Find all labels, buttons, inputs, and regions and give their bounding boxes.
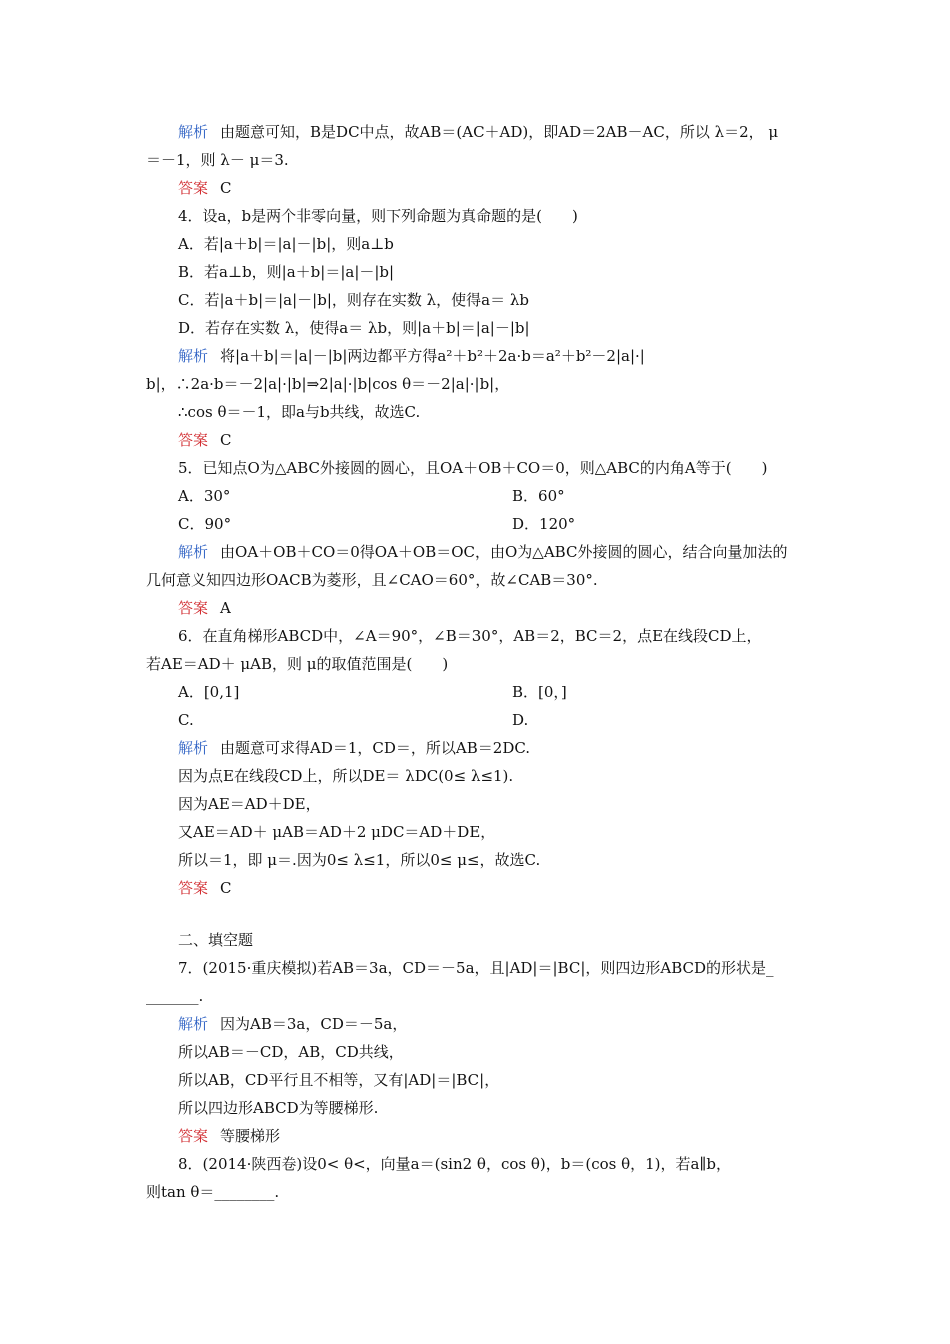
jiexi-label: 解析: [178, 543, 209, 561]
question-4-option-c: [178, 290, 529, 310]
question-4-option-b: [178, 262, 394, 282]
line-text: 8．(2014·陕西卷)设0< θ<，向量a＝(sin2 θ，cos θ)，b＝(cos θ，1)，若a∥b，: [178, 1155, 731, 1173]
answer-line: [178, 178, 232, 198]
explanation-line: [178, 850, 540, 870]
question-7-stem: [178, 958, 774, 978]
jiexi-label: 解析: [178, 1015, 209, 1033]
explanation-line: [178, 1014, 407, 1034]
line-text: A．30°: [178, 487, 231, 505]
line-text: 若AE＝AD＋ μAB，则 μ的取值范围是( ): [146, 655, 449, 673]
question-6-stem: [178, 626, 762, 646]
question-6-option-c: [178, 710, 194, 730]
answer-value: 等腰梯形: [220, 1127, 281, 1145]
line-text: C．若|a＋b|＝|a|－|b|，则存在实数 λ，使得a＝ λb: [178, 291, 529, 309]
explanation-line: [178, 766, 513, 786]
line-text: 所以＝1，即 μ＝.因为0≤ λ≤1，所以0≤ μ≤，故选C.: [178, 851, 541, 869]
question-6-stem-cont: [146, 654, 448, 674]
line-text: b|，∴2a·b＝－2|a|·|b|⇒2|a|·|b|cos θ＝－2|a|·|b|，: [146, 375, 510, 393]
question-8-stem-cont: [146, 1182, 279, 1202]
answer-value: C: [220, 431, 232, 449]
line-text: C.: [178, 711, 194, 729]
daan-label: 答案: [178, 179, 209, 197]
explanation-line: [178, 794, 321, 814]
jiexi-label: 解析: [178, 123, 209, 141]
answer-line: [178, 430, 232, 450]
answer-value: C: [220, 179, 232, 197]
line-text: 将|a＋b|＝|a|－|b|两边都平方得a²＋b²＋2a·b＝a²＋b²－2|a|·|: [220, 347, 645, 365]
explanation-line: [178, 542, 787, 562]
question-6-option-b: [512, 682, 567, 702]
explanation-line: [178, 822, 495, 842]
line-text: B．60°: [512, 487, 565, 505]
explanation-line: [178, 1070, 499, 1090]
line-text: 则tan θ＝________.: [146, 1183, 280, 1201]
line-text: 因为点E在线段CD上，所以DE＝ λDC(0≤ λ≤1).: [178, 767, 514, 785]
line-text: 二、填空题: [178, 931, 254, 949]
line-text: ∴cos θ＝－1，即a与b共线，故选C.: [178, 403, 421, 421]
question-6-option-a: [178, 682, 239, 702]
answer-line: [178, 878, 232, 898]
question-4-stem: [178, 206, 578, 226]
question-5-option-d: [512, 514, 575, 534]
explanation-line: [146, 570, 598, 590]
daan-label: 答案: [178, 879, 209, 897]
line-text: 7．(2015·重庆模拟)若AB＝3a，CD＝－5a，且|AD|＝|BC|，则四边形ABCD的形状是_: [178, 959, 774, 977]
answer-line: [178, 598, 231, 618]
line-text: ＝－1，则 λ－ μ＝3.: [146, 151, 289, 169]
question-5-option-b: [512, 486, 565, 506]
explanation-line: [178, 738, 530, 758]
line-text: D.: [512, 711, 529, 729]
line-text: 由题意可知，B是DC中点，故AB＝(AC＋AD)，即AD＝2AB－AC，所以 λ＝2， μ: [220, 123, 779, 141]
question-5-stem: [178, 458, 767, 478]
line-text: D．若存在实数 λ，使得a＝ λb，则|a＋b|＝|a|－|b|: [178, 319, 530, 337]
question-5-option-c: [178, 514, 231, 534]
line-text: 所以四边形ABCD为等腰梯形.: [178, 1099, 379, 1117]
question-8-stem: [178, 1154, 731, 1174]
question-5-option-a: [178, 486, 230, 506]
line-text: A．若|a＋b|＝|a|－|b|，则a⊥b: [178, 235, 394, 253]
line-text: 因为AB＝3a，CD＝－5a，: [220, 1015, 408, 1033]
daan-label: 答案: [178, 599, 209, 617]
line-text: 5．已知点O为△ABC外接圆的圆心，且OA＋OB＋CO＝0，则△ABC的内角A等于( ): [178, 459, 768, 477]
explanation-line: [146, 374, 509, 394]
jiexi-label: 解析: [178, 347, 209, 365]
line-text: D．120°: [512, 515, 576, 533]
explanation-line: [178, 1098, 378, 1118]
line-text: 又AE＝AD＋ μAB＝AD＋2 μDC＝AD＋DE，: [178, 823, 496, 841]
answer-value: C: [220, 879, 232, 897]
answer-value: A: [220, 599, 231, 617]
line-text: A．[0,1]: [178, 683, 240, 701]
jiexi-label: 解析: [178, 739, 209, 757]
line-text: B．[0，]: [512, 683, 567, 701]
question-4-option-a: [178, 234, 394, 254]
line-text: 6．在直角梯形ABCD中，∠A＝90°，∠B＝30°，AB＝2，BC＝2，点E在线段CD上，: [178, 627, 762, 645]
line-text: 因为AE＝AD＋DE，: [178, 795, 321, 813]
line-text: 4．设a，b是两个非零向量，则下列命题为真命题的是( ): [178, 207, 578, 225]
explanation-line: [146, 150, 289, 170]
line-text: 由OA＋OB＋CO＝0得OA＋OB＝OC，由O为△ABC外接圆的圆心，结合向量加法的: [220, 543, 788, 561]
answer-line: [178, 1126, 280, 1146]
line-text: 由题意可求得AD＝1，CD＝，所以AB＝2DC.: [220, 739, 531, 757]
daan-label: 答案: [178, 1127, 209, 1145]
question-7-stem-cont: [146, 986, 203, 1006]
explanation-line: [178, 346, 645, 366]
line-text: B．若a⊥b，则|a＋b|＝|a|－|b|: [178, 263, 395, 281]
question-6-option-d: [512, 710, 528, 730]
line-text: 所以AB＝－CD，AB，CD共线，: [178, 1043, 404, 1061]
section-heading: [178, 930, 253, 950]
line-text: 几何意义知四边形OACB为菱形，且∠CAO＝60°，故∠CAB＝30°.: [146, 571, 598, 589]
question-4-option-d: [178, 318, 530, 338]
explanation-line: [178, 1042, 404, 1062]
line-text: _______.: [146, 987, 204, 1005]
explanation-line: [178, 122, 778, 142]
line-text: C．90°: [178, 515, 232, 533]
line-text: 所以AB，CD平行且不相等，又有|AD|＝|BC|，: [178, 1071, 500, 1089]
explanation-line: [178, 402, 420, 422]
daan-label: 答案: [178, 431, 209, 449]
